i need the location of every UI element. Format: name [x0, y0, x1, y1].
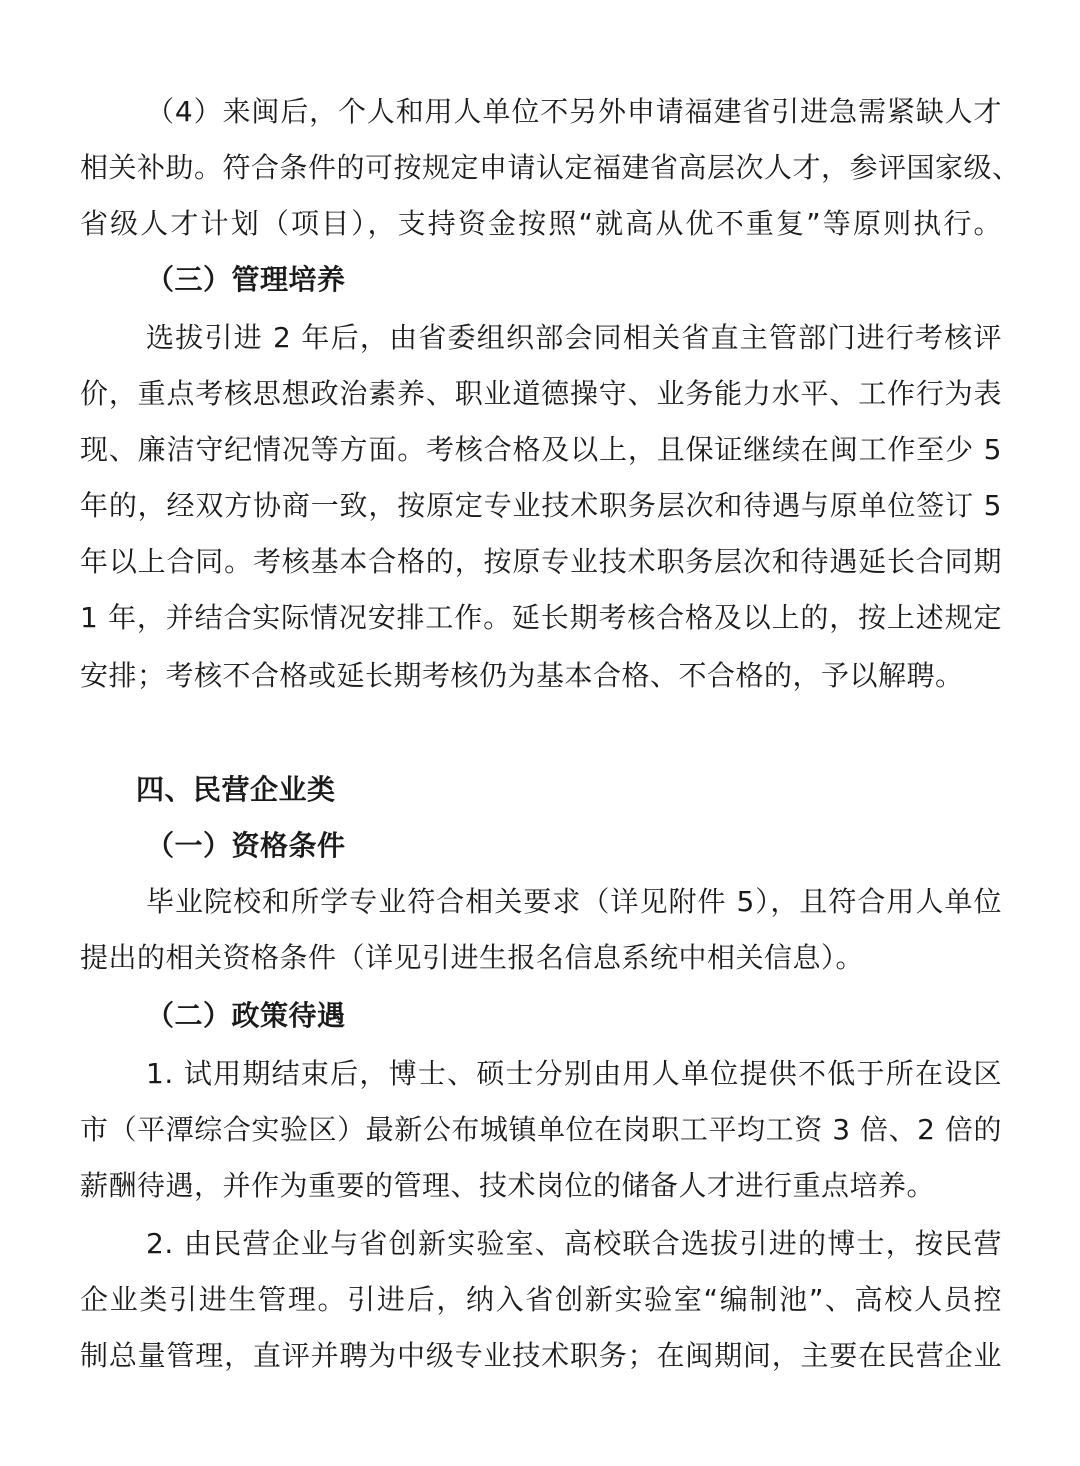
- paragraph-line: 市（平潭综合实验区）最新公布城镇单位在岗职工平均工资 3 倍、2 倍的: [80, 1113, 1002, 1146]
- paragraph-line: 相关补助。符合条件的可按规定申请认定福建省高层次人才，参评国家级、: [80, 151, 1021, 184]
- paragraph-line: 安排；考核不合格或延长期考核仍为基本合格、不合格的，予以解聘。: [80, 659, 964, 692]
- section-heading-private-enterprise: 四、民营企业类: [136, 773, 336, 806]
- section-heading-policy: （二）政策待遇: [146, 999, 346, 1032]
- paragraph-line: 价，重点考核思想政治素养、职业道德操守、业务能力水平、工作行为表: [80, 377, 1002, 410]
- paragraph-line: 2. 由民营企业与省创新实验室、高校联合选拔引进的博士，按民营: [146, 1227, 1002, 1260]
- paragraph-line: 制总量管理，直评并聘为中级专业技术职务；在闽期间，主要在民营企业: [80, 1339, 1002, 1372]
- paragraph-line: 选拔引进 2 年后，由省委组织部会同相关省直主管部门进行考核评: [146, 321, 1002, 354]
- paragraph-line: 年的，经双方协商一致，按原定专业技术职务层次和待遇与原单位签订 5: [80, 489, 1002, 522]
- paragraph-line: （4）来闽后，个人和用人单位不另外申请福建省引进急需紧缺人才: [146, 95, 1002, 128]
- paragraph-line: 1. 试用期结束后，博士、硕士分别由用人单位提供不低于所在设区: [146, 1057, 1002, 1090]
- paragraph-line: 年以上合同。考核基本合格的，按原专业技术职务层次和待遇延长合同期: [80, 545, 1002, 578]
- paragraph-line: 现、廉洁守纪情况等方面。考核合格及以上，且保证继续在闽工作至少 5: [80, 433, 1002, 466]
- paragraph-line: 毕业院校和所学专业符合相关要求（详见附件 5），且符合用人单位: [146, 885, 1002, 918]
- section-heading-qualifications: （一）资格条件: [146, 829, 346, 862]
- paragraph-line: 提出的相关资格条件（详见引进生报名信息系统中相关信息）。: [80, 941, 865, 974]
- paragraph-line: 薪酬待遇，并作为重要的管理、技术岗位的储备人才进行重点培养。: [80, 1169, 936, 1202]
- section-heading-management: （三）管理培养: [146, 263, 346, 296]
- paragraph-line: 企业类引进生管理。引进后，纳入省创新实验室“编制池”、高校人员控: [80, 1283, 1002, 1316]
- paragraph-line: 省级人才计划（项目），支持资金按照“就高从优不重复”等原则执行。: [80, 207, 1002, 240]
- paragraph-line: 1 年，并结合实际情况安排工作。延长期考核合格及以上的，按上述规定: [80, 601, 1002, 634]
